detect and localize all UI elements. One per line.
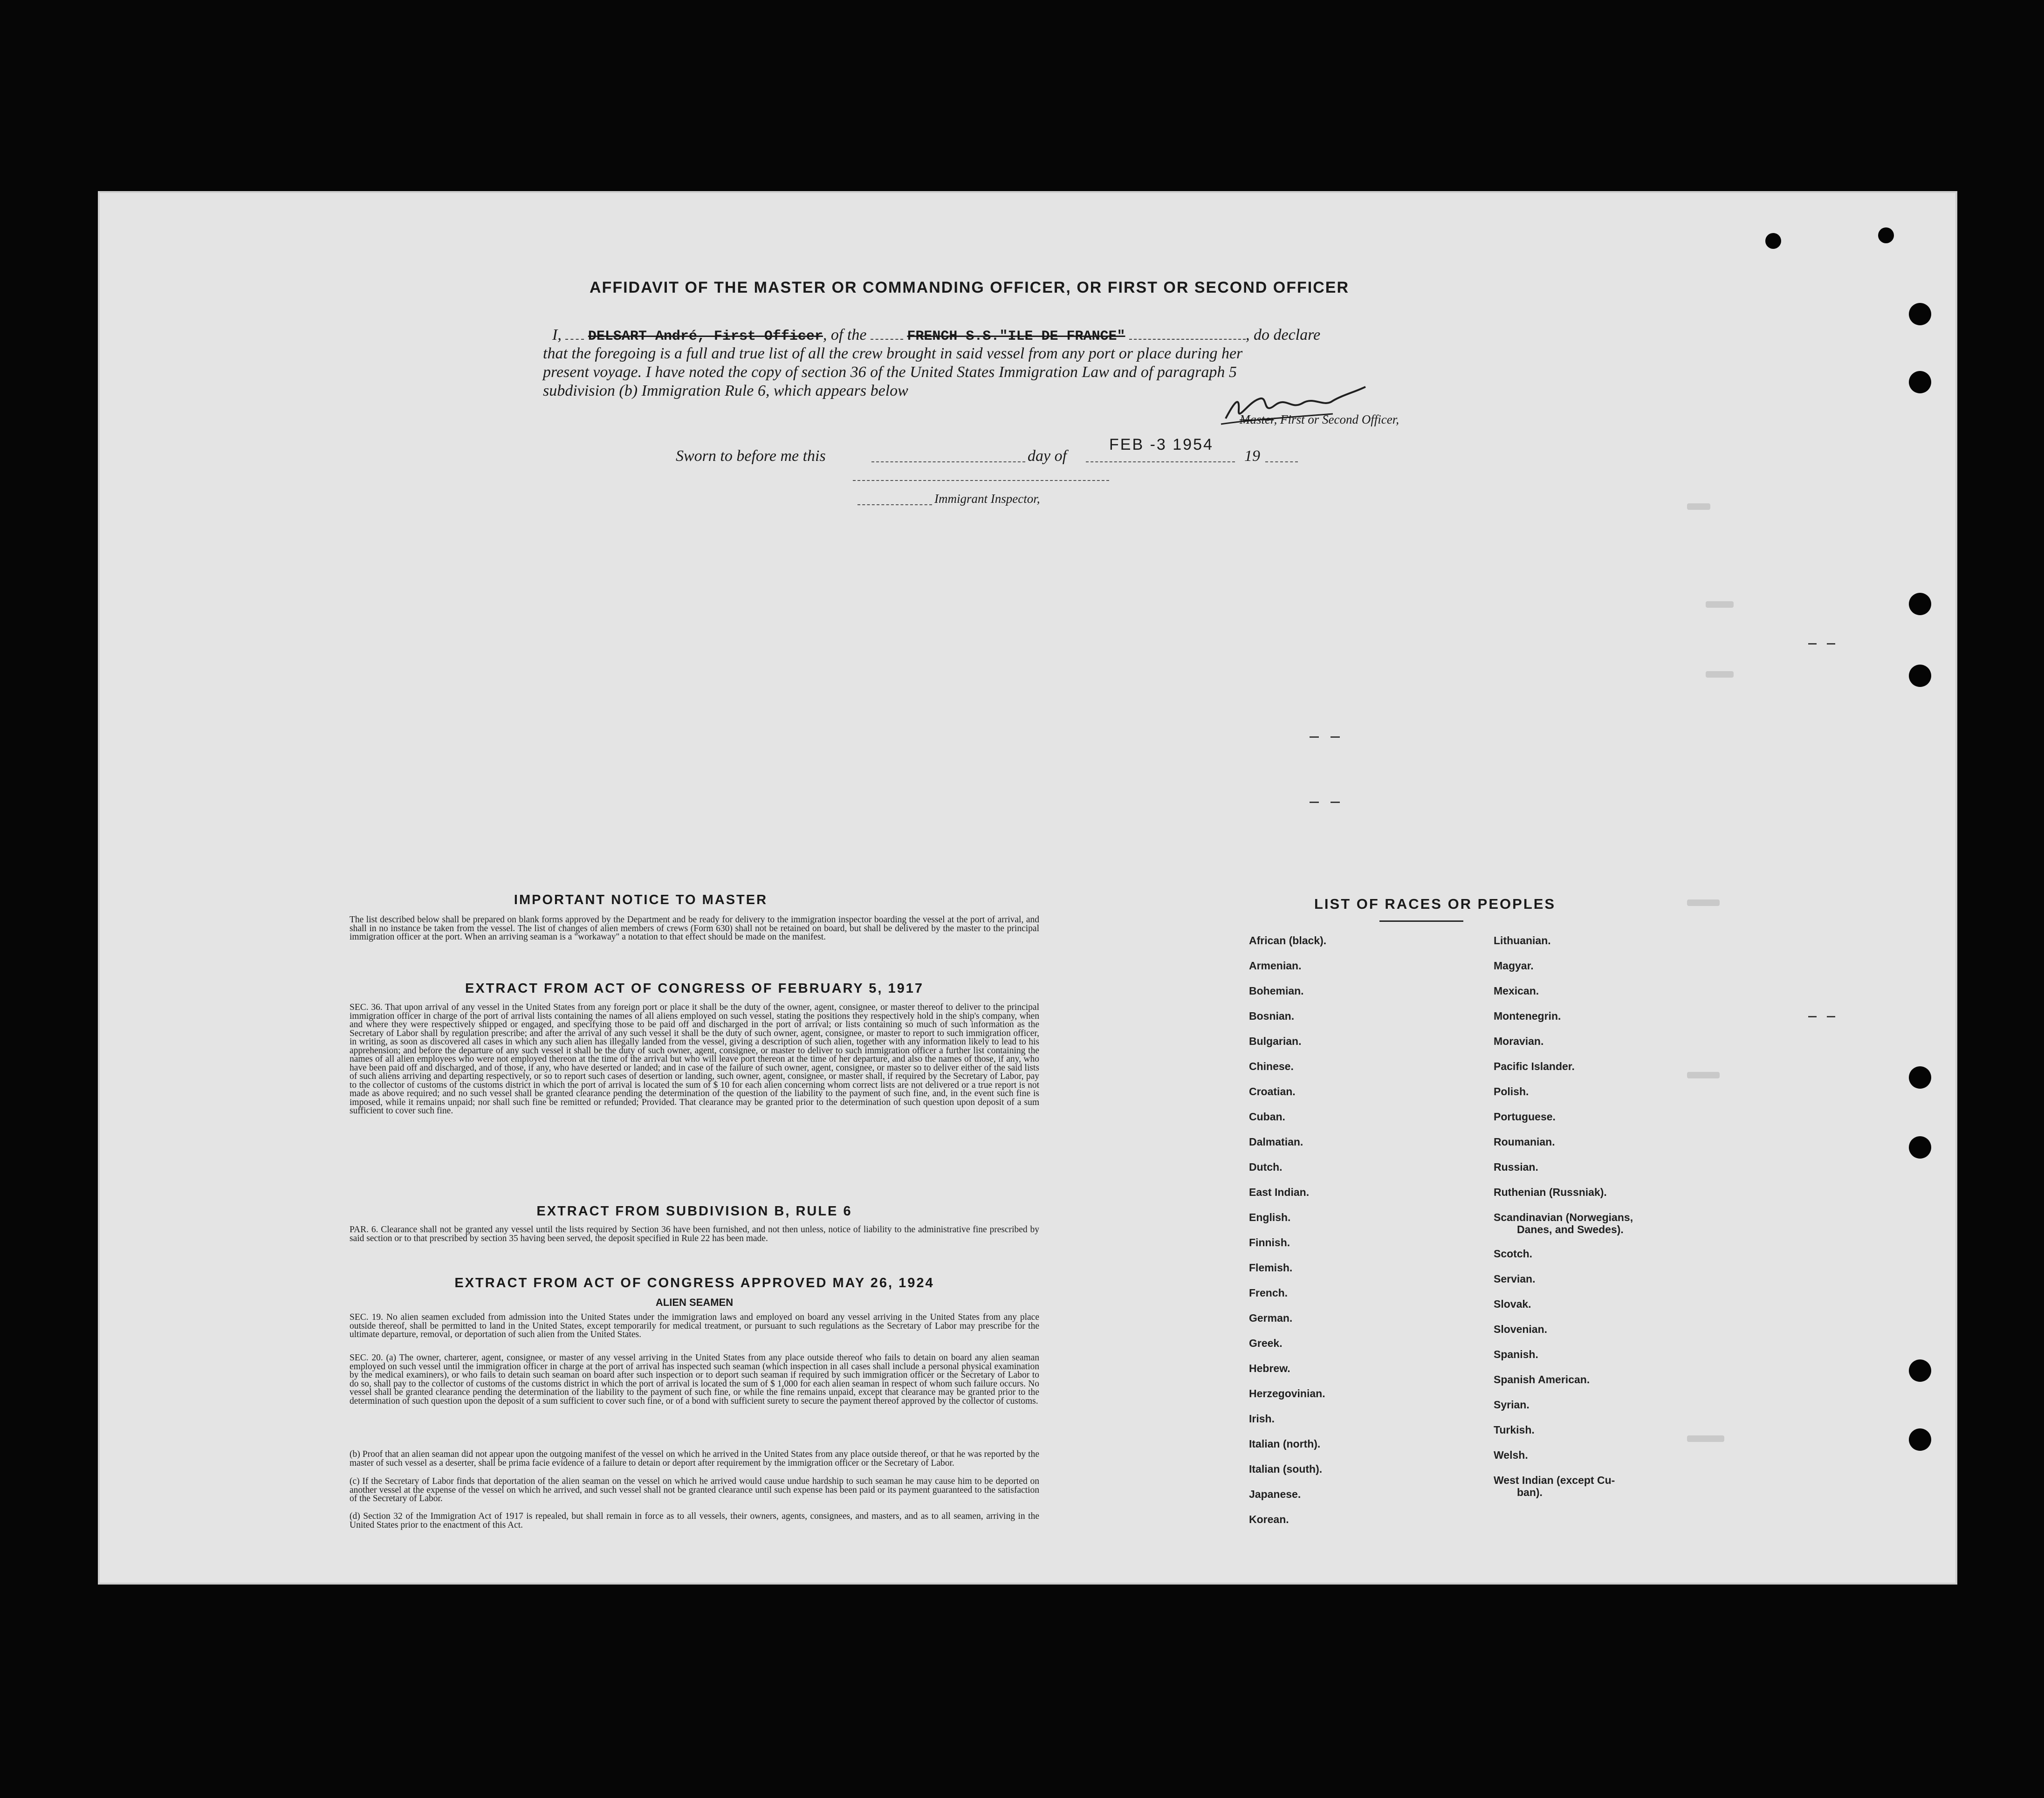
race-item: Irish. [1249, 1413, 1275, 1425]
stray-mark [1310, 736, 1319, 738]
stray-mark [1331, 802, 1340, 803]
act-1917-title: EXTRACT FROM ACT OF CONGRESS OF FEBRUARY 5, 1917 [465, 981, 924, 996]
race-item: Welsh. [1494, 1449, 1528, 1461]
races-column-2 [1494, 934, 1633, 1510]
race-item: Spanish. [1494, 1348, 1538, 1360]
punch-hole [1909, 1428, 1931, 1451]
bleed-through-mark [1687, 899, 1720, 906]
inspector-blank [857, 504, 932, 505]
race-item: Bulgarian. [1249, 1035, 1302, 1047]
punch-hole [1909, 593, 1931, 615]
day-of-label: day of [1028, 447, 1067, 465]
races-column-1 [1249, 934, 1326, 1538]
race-item: Dutch. [1249, 1161, 1283, 1173]
punch-hole [1909, 1066, 1931, 1089]
races-title: LIST OF RACES OR PEOPLES [1314, 896, 1556, 912]
race-item: African (black). [1249, 934, 1327, 947]
section-20b-text: (b) Proof that an alien seaman did not appear upon the outgoing manifest of the vessel on which he arrived in the United States from any place outside thereof, or that he was reported by the master of such vessel as a deserter, shall be prima facie evidence of a failure to detain or deport after requirement by the immigration officer or the Secretary of Labor. [350, 1449, 1039, 1468]
race-item: French. [1249, 1287, 1288, 1299]
paragraph-6-text: PAR. 6. Clearance shall not be granted any vessel until the lists required by Section 36 have been furnished, and not then unless, notice of liability to the administrative fine prescribed by said section or to that prescribed by section 35 having been served, the deposit specified in Rule 22 has been made. [350, 1225, 1039, 1243]
stray-mark [1827, 643, 1835, 645]
stray-mark [1331, 736, 1340, 738]
act-1924-title: EXTRACT FROM ACT OF CONGRESS APPROVED MAY 26, 1924 [454, 1276, 934, 1290]
race-item: Herzegovinian. [1249, 1387, 1325, 1400]
race-item: Montenegrin. [1494, 1010, 1561, 1022]
race-item: English. [1249, 1211, 1291, 1223]
race-item: Greek. [1249, 1337, 1283, 1349]
punch-hole [1909, 371, 1931, 393]
alien-seamen-heading: ALIEN SEAMEN [655, 1297, 734, 1308]
race-item: Scotch. [1494, 1248, 1533, 1260]
do-declare-label: , do declare [1245, 326, 1321, 343]
first-officer-label: , First or [1274, 412, 1319, 426]
officer-rank-line [1240, 412, 1399, 427]
section-20d-text: (d) Section 32 of the Immigration Act of 1917 is repealed, but shall remain in force as to all vessels, their owners, agents, consignees, and masters, and as to all seamen, arriving in the United States prior to the enactment of this Act. [350, 1511, 1039, 1530]
race-item: Bohemian. [1249, 985, 1304, 997]
bleed-through-mark [1706, 601, 1734, 608]
stray-mark [1310, 802, 1319, 803]
race-item: Turkish. [1494, 1424, 1535, 1436]
races-title-underline [1379, 920, 1463, 922]
race-item-continuation: Danes, and Swedes). [1517, 1223, 1624, 1235]
race-item: Finnish. [1249, 1236, 1290, 1249]
race-item: Slovenian. [1494, 1323, 1548, 1335]
race-item-continuation: ban). [1517, 1486, 1543, 1498]
stray-mark [1808, 643, 1817, 645]
inspector-sign-line [853, 480, 1109, 481]
vessel-name: FRENCH S.S."ILE DE FRANCE" [907, 329, 1125, 344]
inspector-label: Immigrant Inspector, [934, 492, 1040, 506]
stray-mark [1827, 1016, 1835, 1017]
punch-hole [1909, 1136, 1931, 1159]
race-item: Japanese. [1249, 1488, 1301, 1500]
race-item: Italian (north). [1249, 1438, 1321, 1450]
race-item: Cuban. [1249, 1111, 1285, 1123]
race-item: East Indian. [1249, 1186, 1310, 1198]
race-item: Portuguese. [1494, 1111, 1556, 1123]
race-item-line: Scandinavian (Norwegians, [1494, 1211, 1633, 1223]
section-36-text: SEC. 36. That upon arrival of any vessel in the United States from any foreign port or place it shall be the duty of the owner, agent, consignee, or master thereof to deliver to the principal immigration officer in charge of the port of arrival lists containing the names of all aliens employed on such vessel, stating the positions they respectively hold in the ship's company, when and where they were respectively shipped or engaged, and specifying those to be paid off and discharged in the port of arrival; or lists containing so much of such information as the Secretary of Labor shall by regulation prescribe; and after the arrival of any such vessel it shall be the duty of such owner, agent, consignee, or master to report to such immigration officer, in writing, as soon as discovered all cases in which any such alien has illegally landed from the vessel, giving a description of such alien, together with any information likely to lead to his apprehension; and before the departure of any such vessel it shall be the duty of such owner, agent, consignee, or master to deliver to such immigration officer a further list containing the names of all alien employees who were not employed thereon at the time of the arrival but who will leave port thereon at the time of her departure, and also the names of those, if any, who have been paid off and discharged, and of those, if any, who have deserted or landed; and in case of the failure of such owner, agent, consignee, or master so to deliver either of the said lists of such aliens arriving and departing respectively, or so to report such cases of desertion or landing, such owner, agent, consignee, or master shall, if required by the Secretary of Labor, pay to the collector of customs of the customs district in which the port of arrival is located the sum of $ 10 for each alien concerning whom correct lists are not delivered or a true report is not made as above required; and no such vessel shall be granted clearance pending the determination of the question of the liability to the payment of such fine, and, in the event such fine is imposed, while it remains unpaid; nor shall such fine be remitted or refunded; Provided. That clearance may be granted prior to the determination of such question upon deposit of a sum sufficient to cover such fine. [350, 1002, 1039, 1116]
sworn-label: Sworn to before me this [676, 447, 826, 465]
race-item: Bosnian. [1249, 1010, 1295, 1022]
date-blank [1086, 461, 1235, 462]
race-item: Polish. [1494, 1085, 1529, 1098]
affidavit-title: AFFIDAVIT OF THE MASTER OR COMMANDING OFFICER, OR FIRST OR SECOND OFFICER [590, 279, 1349, 296]
affidavit-line-3: present voyage. I have noted the copy of section 36 of the United States Immigration Law and of paragraph 5 [543, 364, 1237, 381]
race-item: Chinese. [1249, 1060, 1294, 1072]
second-officer-label: Second Officer, [1322, 412, 1399, 426]
notice-intro: The list described below shall be prepared on blank forms approved by the Department and be ready for delivery to the immigration inspector boarding the vessel at the port of arrival, and shall in no instance be taken from the vessel. The list of changes of alien members of crews (Form 630) shall not be retained on board, but shall be delivered by the master to the principal immigration officer at the port. When an arriving seaman is a "workaway" a notation to that effect should be made on the manifest. [350, 915, 1039, 942]
race-item: Mexican. [1494, 985, 1539, 997]
section-19-text: SEC. 19. No alien seamen excluded from admission into the United States under the immigration laws and employed on board any vessel arriving in the United States from any place outside thereof, shall be permitted to land in the United States, except temporarily for medical treatment, or pursuant to such regulations as the Secretary of Labor may prescribe for the ultimate departure, removal, or deportation of such alien from the United States. [350, 1312, 1039, 1339]
punch-hole [1909, 1359, 1931, 1382]
race-item: Syrian. [1494, 1399, 1530, 1411]
rule-6-title: EXTRACT FROM SUBDIVISION B, RULE 6 [536, 1204, 852, 1219]
year-prefix: 19 [1244, 447, 1260, 465]
bleed-through-mark [1687, 1435, 1724, 1442]
affidavit-line-2: that the foregoing is a full and true list of all the crew brought in said vessel from any port or place during her [543, 345, 1243, 362]
bleed-through-mark [1687, 503, 1710, 510]
race-item: Korean. [1249, 1513, 1289, 1525]
race-item: Dalmatian. [1249, 1136, 1303, 1148]
stray-mark [1808, 1016, 1817, 1017]
race-item: Lithuanian. [1494, 934, 1551, 947]
punch-hole [1909, 665, 1931, 687]
date-stamp: FEB -3 1954 [1109, 436, 1214, 453]
race-item: Magyar. [1494, 960, 1534, 972]
race-item-line: West Indian (except Cu- [1494, 1474, 1615, 1486]
race-item: Spanish American. [1494, 1373, 1590, 1386]
race-item: Armenian. [1249, 960, 1302, 972]
officer-name: DELSART André, First Officer [588, 329, 823, 344]
of-the-label: , of the [823, 326, 867, 343]
bleed-through-mark [1706, 671, 1734, 678]
race-item: Pacific Islander. [1494, 1060, 1575, 1072]
affidavit-declaration-line [552, 326, 1320, 344]
section-20a-text: SEC. 20. (a) The owner, charterer, agent, consignee, or master of any vessel arriving in the United States from any place outside thereof who fails to detain on board any alien seaman employed on such vessel until the immigration officer in charge at the port of arrival has inspected such seaman (which inspection in all cases shall include a personal physical examination by the medical examiners), or who fails to detain such seaman on board after such inspection or to deport such seaman if required by such immigration officer or the Secretary of Labor to do so, shall pay to the collector of customs of the customs district in which the port of arrival is located the sum of $ 1,000 for each alien seaman in respect of whom such failure occurs. No vessel shall be granted clearance pending the determination of the liability to the payment of such fine, or while the fine remains unpaid, except that clearance may be granted prior to the determination of such question upon the deposit of a sum sufficient to cover such fine, or of a bond with sufficient surety to secure the payment thereof approved by the collector of customs. [350, 1353, 1039, 1406]
race-item: Moravian. [1494, 1035, 1544, 1047]
punch-hole [1878, 227, 1894, 243]
race-item: Servian. [1494, 1273, 1536, 1285]
affidavit-line-4: subdivision (b) Immigration Rule 6, which appears below [543, 382, 908, 399]
race-item [1494, 1211, 1633, 1248]
race-item: German. [1249, 1312, 1293, 1324]
section-20c-text: (c) If the Secretary of Labor finds that deportation of the alien seaman on the vessel on which he arrived would cause undue hardship to such seaman he may cause him to be deported on another vessel at the expense of the vessel on which he arrived, and such vessel shall not be granted clearance until such expense has been paid or its payment guaranteed to the satisfaction of the Secretary of Labor. [350, 1476, 1039, 1503]
race-item [1494, 1474, 1633, 1510]
race-item: Flemish. [1249, 1262, 1293, 1274]
year-blank [1265, 461, 1298, 462]
race-item: Slovak. [1494, 1298, 1531, 1310]
punch-hole [1765, 233, 1781, 249]
race-item: Roumanian. [1494, 1136, 1555, 1148]
race-item: Hebrew. [1249, 1362, 1290, 1374]
race-item: Italian (south). [1249, 1463, 1323, 1475]
race-item: Croatian. [1249, 1085, 1296, 1098]
master-label: Master [1240, 412, 1274, 426]
punch-hole [1909, 303, 1931, 325]
bleed-through-mark [1687, 1072, 1720, 1078]
notice-title: IMPORTANT NOTICE TO MASTER [514, 892, 768, 907]
race-item: Russian. [1494, 1161, 1538, 1173]
race-item: Ruthenian (Russniak). [1494, 1186, 1607, 1198]
sworn-blank [871, 461, 1025, 462]
affidavit-i: I, [552, 326, 562, 343]
